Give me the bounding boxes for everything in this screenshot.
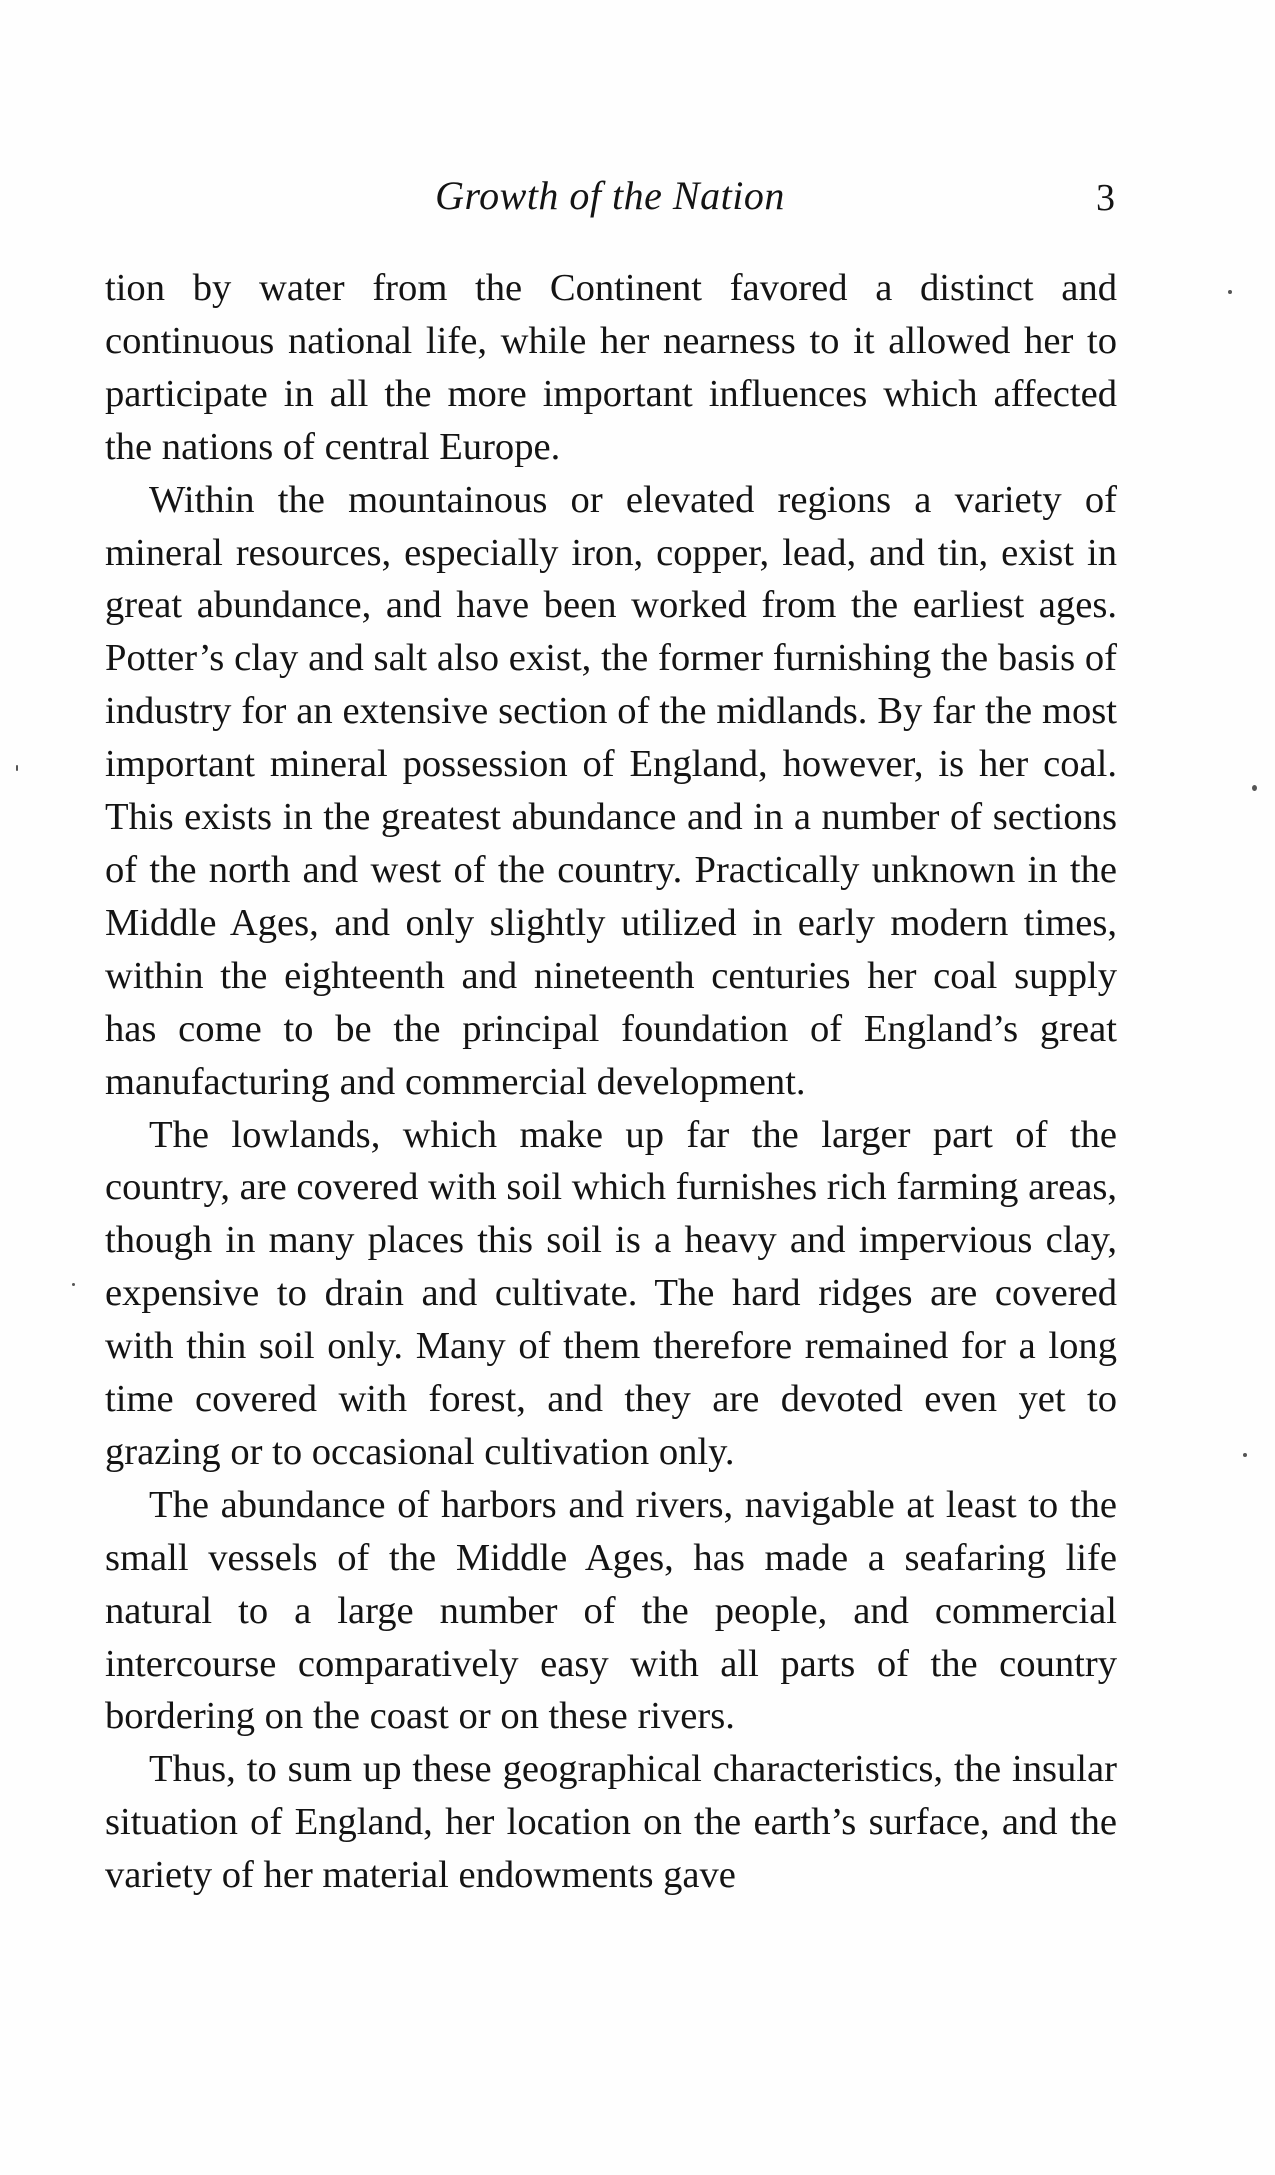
scan-speck (1228, 290, 1232, 294)
paragraph-harbors-rivers: The abundance of harbors and rivers, navigable at least to the small vessels of the Middle Ages, has made a seafaring life natural to a large number of the people, and commercial intercourse comparatively easy with all parts of the country bordering on the coast or on these rivers. (105, 1483, 1117, 1738)
running-head (105, 172, 1115, 228)
page-number: 3 (1096, 177, 1115, 219)
body-text (105, 262, 1117, 1902)
scan-speck (72, 1283, 75, 1286)
scan-speck (1252, 785, 1257, 791)
paragraph-mineral-resources: Within the mountainous or elevated regions a variety of mineral resources, especially iron, copper, lead, and tin, exist in great abundance, and have been worked from the earliest ages. Potter’s clay and salt also exist, the former furnishing the basis of industry for an extensive section of the midlands. By far the most important mineral possession of England, however, is her coal. This exists in the greatest abundance and in a number of sections of the north and west of the country. Practically unknown in the Middle Ages, and only slightly utilized in early modern times, within the eighteenth and nineteenth centuries her coal supply has come to be the principal foundation of England’s great manufacturing and commercial development. (105, 478, 1117, 1103)
running-title: Growth of the Nation (435, 173, 785, 218)
paragraph-summary: Thus, to sum up these geographical characteristics, the insular situation of England, her location on the earth’s surface, and the variety of her material endowments gave (105, 1748, 1117, 1897)
paragraph-lowlands: The lowlands, which make up far the larger part of the country, are covered with soil which furnishes rich farming areas, though in many places this soil is a heavy and impervious clay, expensive to drain and cultivate. The hard ridges are covered with thin soil only. Many of them therefore remained for a long time covered with forest, and they are devoted even yet to grazing or to occasional cultivation only. (105, 1113, 1117, 1473)
scan-speck (16, 765, 18, 771)
scan-speck (1243, 1453, 1247, 1457)
paragraph-continued: tion by water from the Continent favored a distinct and continuous national life, while her nearness to it allowed her to participate in all the more important influences which affected the nations of central Europe. (105, 267, 1117, 468)
